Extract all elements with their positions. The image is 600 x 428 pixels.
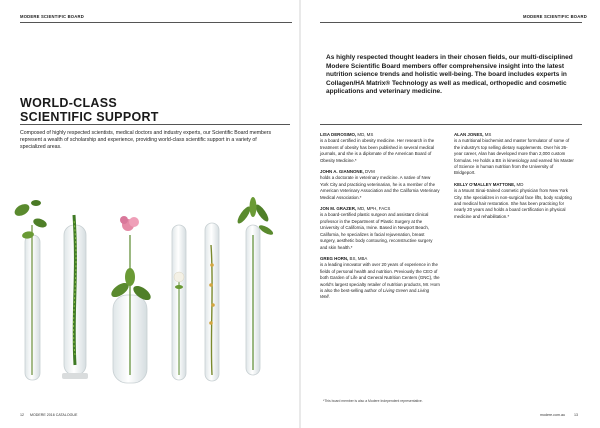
test-tube-5 (205, 223, 219, 381)
test-tube-4 (172, 225, 186, 380)
bio-text: is a board certified in obesity medicine. Her research in the treatment of obesity has been published in several medical journals, and she is a diplomate of the American Board of Obesity Medicine.* (320, 138, 435, 163)
board-member-footnote: *This board member is also a Modere Independent representative. (323, 399, 423, 403)
test-tube-6 (235, 197, 274, 375)
bio-text: is a nutritional biochemist and master formulator of some of the industry's top selling dietary supplements. Over his 26-year career, Alan has developed more than 2,000 custom formulas. He holds a BS in kinesiology and earned his Master of Science in human nutrition from the University of Bridgeport. (454, 138, 574, 176)
right-page-number: 13 (574, 413, 578, 417)
bio-credentials: MD (515, 181, 524, 187)
website-url: modere.com.au (540, 413, 565, 417)
bio-name: JOHN A. GIANNONE, (320, 169, 364, 175)
bio-name: ALAN JONES, (454, 132, 484, 137)
title-line-2: SCIENTIFIC SUPPORT (20, 110, 159, 124)
bio-mattone (454, 182, 574, 220)
test-tube-plants-image (0, 195, 300, 395)
right-header-label: MODERE SCIENTIFIC BOARD (523, 14, 587, 19)
bio-column-1 (320, 132, 440, 306)
left-header-label: MODERE SCIENTIFIC BOARD (20, 14, 84, 19)
lead-paragraph: As highly respected thought leaders in their chosen fields, our multi-disciplined Modere Scientific Board members offer comprehensive insight into the latest nutrition science trends and holistic well-being. The board includes experts in Collagen/HA Matrix® Technology as well as medical, orthopedic and cosmetic applications and veterinary medicine. (326, 54, 573, 96)
bio-giannone (320, 169, 440, 201)
bio-derosimo (320, 132, 440, 164)
catalogue-label: MODERE 2016 CATALOGUE (30, 413, 78, 417)
bio-text: is a leading innovator with over 20 years of experience in the fields of personal health and nutrition. Previously the CEO of both Garden of Life and General Nutrition Centers (GNC), the world's largest specialty retailer of nutrition products, Mr. Horn is also the best-selling author of (320, 262, 440, 293)
test-tube-1 (13, 200, 48, 380)
left-header-rule (20, 22, 292, 23)
bio-name: GREG HORN, (320, 255, 349, 261)
title-line-1: WORLD-CLASS (20, 96, 118, 110)
bio-jones (454, 132, 574, 177)
lead-rule (320, 124, 582, 125)
bio-text: is a Mount Sinai-trained cosmetic physician from New York City. She specializes in non-surgical face lifts, body sculpting and medical hair restoration. She has been practicing for nearly 20 years and holds a board certification in physical medicine and rehabilitation.* (454, 188, 572, 219)
bio-text: holds a doctorate in veterinary medicine. A native of New York City and practicing veterinarian, he is a member of the American Veterinary Association and the California Veterinary Medical Association.* (320, 175, 440, 200)
right-header-rule (320, 22, 582, 23)
test-tube-3 (109, 216, 153, 383)
bio-credentials: MD, MPH, FACS (356, 206, 391, 212)
bio-text: is a board-certified plastic surgeon and assistant clinical professor in the Department of Plastic Surgery at the University of California, Irvine. Based in Newport Beach, California, he specializes in facial rejuvenation, breast surgery, aesthetic body contouring, reconstructive surgery and skin health.* (320, 212, 433, 250)
bio-credentials: DVM (363, 169, 375, 175)
book-title-living-well: Living Well (320, 287, 430, 300)
bio-credentials: BS, MBA (348, 255, 368, 261)
page-title (20, 96, 159, 124)
bio-conjunction: and (407, 287, 418, 293)
bio-column-2 (454, 132, 574, 225)
intro-paragraph: Composed of highly respected scientists, medical doctors and industry experts, our Scientific Board members represent a wealth of scholarship and experience, providing world-class scientific support in a variety of specialized areas. (20, 130, 272, 150)
bio-name: KELLY O'MALLEY MATTONE, (454, 181, 516, 187)
bio-credentials: MD, MS (356, 132, 374, 137)
bio-end: . (328, 294, 330, 300)
bio-name: JON M. GRAZER, (320, 206, 357, 212)
left-page-number: 12 (20, 413, 24, 417)
book-title-living-green: Living Green (382, 287, 408, 293)
bio-grazer (320, 206, 440, 251)
title-rule (20, 124, 290, 125)
bio-credentials: MS (483, 132, 492, 137)
bio-name: LISA DEROSIMO, (320, 132, 357, 137)
bio-horn (320, 256, 440, 301)
test-tube-2 (62, 215, 88, 379)
